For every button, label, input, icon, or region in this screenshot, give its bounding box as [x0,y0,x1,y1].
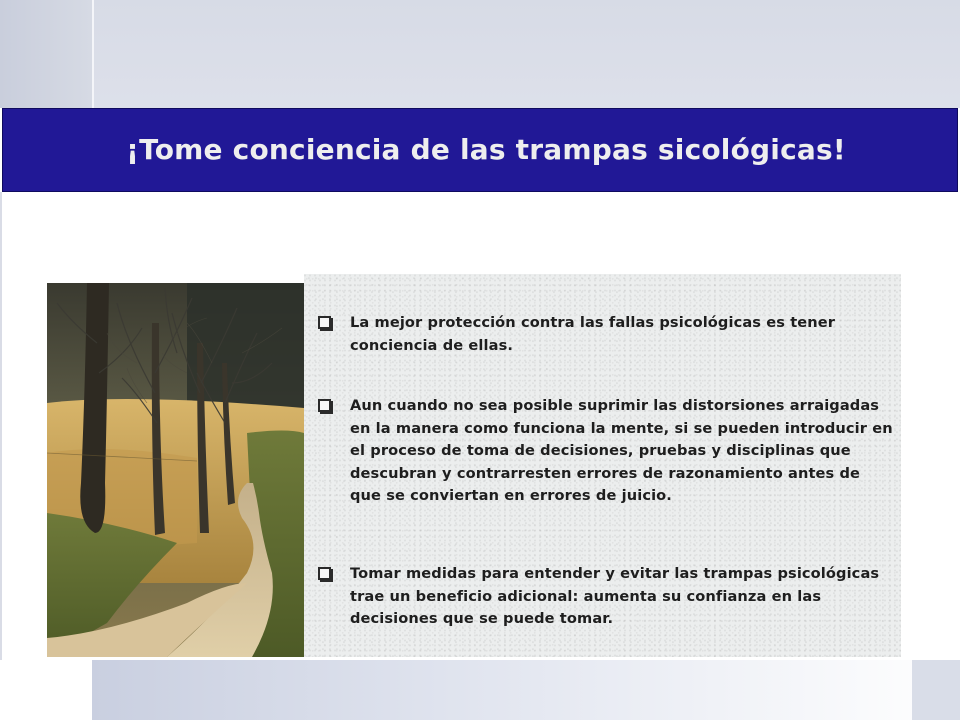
checkbox-bullet-icon [318,567,331,580]
bullet-text: Tomar medidas para entender y evitar las trampas psicológicas trae un beneficio adicional: aumenta su confianza en las decisiones que se puede tomar. [350,565,880,627]
bottom-decorative-band [92,660,960,720]
top-divider-line [92,0,94,108]
top-decorative-band [0,0,960,108]
bottom-right-block [912,660,960,720]
bullet-text: Aun cuando no sea posible suprimir las distorsiones arraigadas en la manera como funciona la mente, si se pueden introducir en el proceso de toma de decisiones, pruebas y disciplinas que descubran y contrarresten errores de razonamiento antes de que se conviertan en errores de juicio. [350,397,893,504]
bullet-text: La mejor protección contra las fallas psicológicas es tener conciencia de ellas. [350,314,836,354]
slide-title: ¡Tome conciencia de las trampas sicológicas! [126,133,846,166]
country-road-with-trees-image [47,283,304,657]
checkbox-bullet-icon [318,399,331,412]
checkbox-bullet-icon [318,316,331,329]
title-bar [2,108,958,192]
top-left-strip [0,0,92,108]
text-panel [304,274,901,657]
left-edge-line [0,192,2,660]
